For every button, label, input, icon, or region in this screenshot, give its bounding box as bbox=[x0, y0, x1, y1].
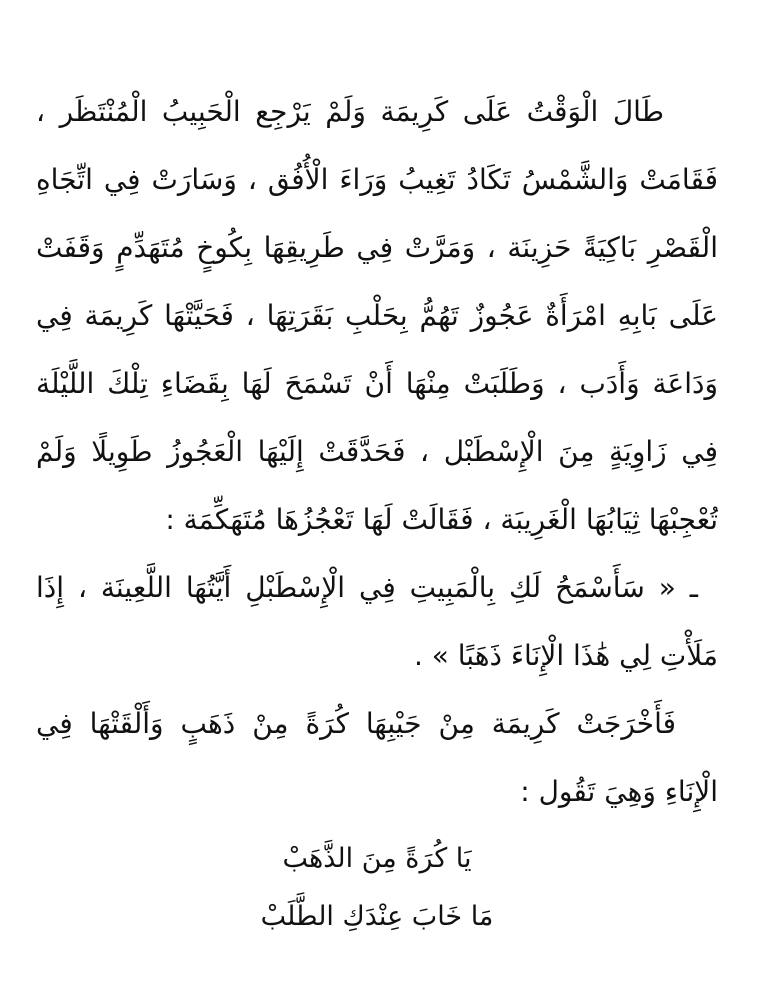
text-line: ـ « سَأَسْمَحُ لَكِ بِالْمَبِيتِ فِي الْإِسْطَبْلِ أَيَّتُهَا اللَّعِينَة ، إِذَا bbox=[36, 571, 698, 604]
text-line: فَقَامَتْ وَالشَّمْسُ تَكَادُ تَغِيبُ وَرَاءَ الْأُفُق ، وَسَارَتْ فِي اتِّجَاهِ bbox=[36, 163, 718, 196]
dialogue-paragraph bbox=[36, 554, 718, 690]
text-line: فَأَخْرَجَتْ كَرِيمَة مِنْ جَيْبِهَا كُرَةً مِنْ ذَهَبٍ وَأَلْقَتْهَا فِي bbox=[36, 707, 676, 740]
text-line: وَدَاعَة وَأَدَب ، وَطَلَبَتْ مِنْهَا أَنْ تَسْمَحَ لَهَا بِقَضَاءِ تِلْكَ اللَّيْلَة bbox=[36, 367, 718, 400]
text-line: الْقَصْرِ بَاكِيَةً حَزِينَة ، وَمَرَّتْ فِي طَرِيقِهَا بِكُوخٍ مُتَهَدِّمٍ وَقَفَتْ bbox=[36, 231, 718, 264]
text-line: عَلَى بَابِهِ امْرَأَةٌ عَجُوزٌ تَهُمُّ بِحَلْبِ بَقَرَتِهَا ، فَحَيَّتْهَا كَرِيمَة فِي bbox=[36, 299, 718, 332]
verse-line: مَا خَابَ عِنْدَكِ الطَّلَبْ bbox=[260, 901, 494, 932]
story-paragraph bbox=[36, 690, 718, 826]
verse-block bbox=[36, 830, 718, 946]
verse-line: يَا كُرَةً مِنَ الذَّهَبْ bbox=[282, 843, 472, 874]
text-line: فِي زَاوِيَةٍ مِنَ الْإِسْطَبْل ، فَحَدَّقَتْ إِلَيْهَا الْعَجُوزُ طَوِيلًا وَلَمْ bbox=[36, 435, 718, 468]
story-paragraph bbox=[36, 78, 718, 554]
text-line: تُعْجِبْهَا ثِيَابُهَا الْغَرِيبَة ، فَقَالَتْ لَهَا تَعْجُزُهَا مُتَهَكِّمَة : bbox=[165, 503, 718, 536]
text-line: مَلَأْتِ لِي هَٰذَا الْإِنَاءَ ذَهَبًا » . bbox=[413, 639, 718, 672]
text-line: الْإِنَاءِ وَهِيَ تَقُول : bbox=[520, 775, 718, 808]
text-line: طَالَ الْوَقْتُ عَلَى كَرِيمَة وَلَمْ يَرْجِع الْحَبِيبُ الْمُنْتَظَر ، bbox=[36, 95, 664, 128]
